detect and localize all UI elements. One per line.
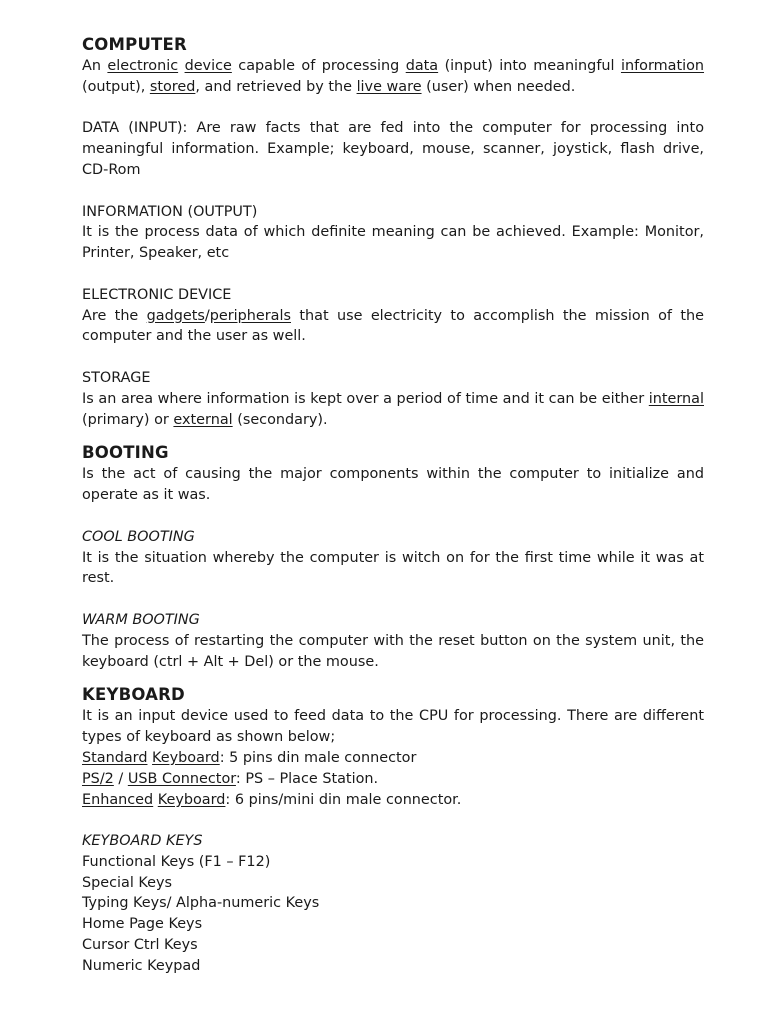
link-keyboard: Keyboard (152, 749, 220, 766)
text: Are the (82, 307, 147, 324)
link-live-ware: live ware (356, 78, 422, 95)
link-usb-connector: USB Connector (127, 770, 236, 787)
text: (primary) or (82, 411, 174, 428)
link-data: data (405, 58, 439, 74)
text: capable of processing (231, 58, 406, 74)
text: : PS – Place Station. (235, 770, 379, 787)
text: An (82, 58, 108, 74)
warm-booting-paragraph: The process of restarting the computer with the reset button on the system unit, the keyboard (ctrl + Alt + Del) or the mouse. (82, 632, 704, 670)
spacer (82, 589, 704, 610)
link-information: information (620, 58, 705, 74)
text: (secondary). (232, 411, 328, 428)
spacer (82, 264, 704, 285)
link-keyboard: Keyboard (157, 791, 226, 808)
text: (input) into meaningful (438, 58, 621, 74)
link-enhanced: Enhanced (82, 791, 154, 808)
keyboard-keys-title: KEYBOARD KEYS (82, 833, 203, 850)
storage-title: STORAGE (82, 369, 151, 386)
list-item: Special Keys (82, 874, 173, 891)
cool-booting-title: COOL BOOTING (82, 528, 195, 545)
link-gadgets: gadgets (146, 307, 205, 324)
link-electronic: electronic (107, 58, 179, 74)
warm-booting-title: WARM BOOTING (82, 611, 200, 628)
text: , and retrieved by the (195, 78, 357, 95)
information-output-paragraph: It is the process data of which definite meaning can be achieved. Example: Monitor, Printer, Speaker, etc (82, 224, 704, 262)
link-device: device (184, 58, 232, 74)
keyboard-type-standard (82, 748, 704, 769)
heading-keyboard: KEYBOARD (82, 685, 185, 705)
keyboard-keys-list (82, 852, 704, 977)
electronic-device-paragraph (82, 306, 704, 348)
text: : 5 pins din male connector (219, 749, 417, 766)
list-item: Functional Keys (F1 – F12) (82, 853, 271, 870)
spacer (82, 810, 704, 831)
spacer (82, 430, 704, 442)
list-item: Home Page Keys (82, 916, 203, 933)
text: that use electricity to accomplish the mission of the computer and the user as well. (82, 307, 704, 345)
link-stored: stored (149, 78, 196, 95)
heading-booting: BOOTING (82, 443, 169, 463)
electronic-device-title: ELECTRONIC DEVICE (82, 286, 232, 303)
list-item: Cursor Ctrl Keys (82, 937, 198, 954)
list-item: Numeric Keypad (82, 957, 201, 974)
link-peripherals: peripherals (209, 307, 291, 324)
link-standard: Standard (82, 749, 148, 766)
text: (user) when needed. (421, 78, 576, 95)
cool-booting-paragraph: It is the situation whereby the computer is witch on for the first time while it was at rest. (82, 549, 704, 587)
information-output-title: INFORMATION (OUTPUT) (82, 203, 258, 220)
text: / (204, 307, 210, 324)
spacer (82, 347, 704, 368)
spacer (82, 672, 704, 684)
keyboard-paragraph: It is an input device used to feed data to the CPU for processing. There are different types of keyboard as shown below; (82, 708, 704, 746)
keyboard-type-ps2 (82, 769, 704, 790)
spacer (82, 98, 704, 119)
text: (output), (82, 78, 150, 95)
link-external: external (173, 411, 233, 428)
text: Is an area where information is kept over a period of time and it can be either (82, 390, 649, 407)
computer-definition (82, 56, 704, 98)
link-internal: internal (648, 390, 704, 407)
spacer (82, 506, 704, 527)
keyboard-type-enhanced (82, 790, 704, 811)
storage-paragraph (82, 389, 704, 431)
list-item: Typing Keys/ Alpha-numeric Keys (82, 895, 320, 912)
spacer (82, 181, 704, 202)
text: : 6 pins/mini din male connector. (225, 791, 462, 808)
link-ps2: PS/2 (82, 770, 114, 787)
data-input-paragraph: DATA (INPUT): Are raw facts that are fed into the computer for processing into meaningful information. Example; keyboard, mouse, scanner, joystick, flash drive, CD-Rom (82, 120, 704, 178)
heading-computer: COMPUTER (82, 35, 187, 54)
text: / (113, 770, 128, 787)
booting-paragraph: Is the act of causing the major components within the computer to initialize and operate as it was. (82, 466, 704, 504)
